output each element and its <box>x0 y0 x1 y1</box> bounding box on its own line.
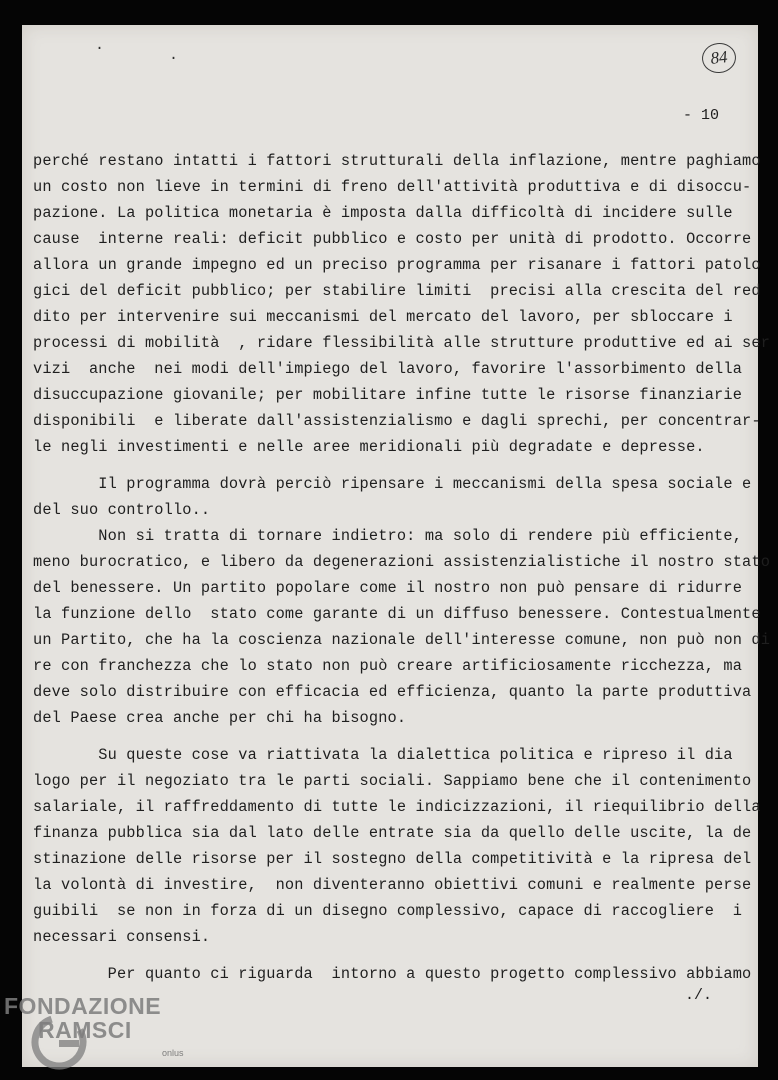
text-line: necessari consensi. <box>33 928 211 946</box>
watermark-subtitle: onlus <box>162 1048 184 1058</box>
text-line: un costo non lieve in termini di freno dell'attività produttiva e di disoccu- <box>33 178 752 196</box>
continuation-mark: ./. <box>685 987 713 1004</box>
text-line: Per quanto ci riguarda intorno a questo progetto complessivo abbiamo <box>33 965 752 983</box>
text-line: la funzione dello stato come garante di un diffuso benessere. Contestualmente <box>33 605 761 623</box>
text-line: meno burocratico, e libero da degenerazioni assistenzialistiche il nostro stato <box>33 553 771 571</box>
text-line: logo per il negoziato tra le parti sociali. Sappiamo bene che il contenimento <box>33 772 752 790</box>
typed-page-number: - 10 <box>683 107 720 124</box>
text-line: pazione. La politica monetaria è imposta dalla difficoltà di incidere sulle <box>33 204 733 222</box>
text-line: disuccupazione giovanile; per mobilitare infine tutte le risorse finanziarie <box>33 386 743 404</box>
paper-speck: · <box>95 40 105 57</box>
text-line: la volontà di investire, non diventeranno obiettivi comuni e realmente perse <box>33 876 752 894</box>
document-page <box>22 25 771 1067</box>
text-line: re con franchezza che lo stato non può creare artificiosamente ricchezza, ma <box>33 657 743 675</box>
text-line: salariale, il raffreddamento di tutte le indicizzazioni, il riequilibrio della <box>33 798 761 816</box>
text-line: processi di mobilità , ridare flessibilità alle strutture produttive ed ai ser <box>33 334 771 352</box>
text-line: deve solo distribuire con efficacia ed efficienza, quanto la parte produttiva <box>33 683 752 701</box>
text-line: allora un grande impegno ed un preciso programma per risanare i fattori patolo <box>33 256 761 274</box>
text-line: dito per intervenire sui meccanismi del mercato del lavoro, per sbloccare i <box>33 308 733 326</box>
text-line: vizi anche nei modi dell'impiego del lavoro, favorire l'assorbimento della <box>33 360 743 378</box>
text-line: perché restano intatti i fattori strutturali della inflazione, mentre paghiamo <box>33 152 761 170</box>
watermark-line1: FONDAZIONE <box>4 993 162 1019</box>
text-line: gici del deficit pubblico; per stabilire limiti precisi alla crescita del red <box>33 282 761 300</box>
text-line: Il programma dovrà perciò ripensare i meccanismi della spesa sociale e <box>33 475 752 493</box>
text-line: del Paese crea anche per chi ha bisogno. <box>33 709 407 727</box>
text-line: le negli investimenti e nelle aree meridionali più degradate e depresse. <box>33 438 705 456</box>
fondazione-gramsci-watermark <box>4 993 204 1077</box>
paper-speck: · <box>169 50 179 67</box>
watermark-line2: RAMSCI <box>38 1017 132 1043</box>
handwritten-page-number: 84 <box>701 41 738 74</box>
text-line: Su queste cose va riattivata la dialettica politica e ripreso il dia <box>33 746 733 764</box>
text-line: del benessere. Un partito popolare come il nostro non può pensare di ridurre <box>33 579 743 597</box>
text-line: del suo controllo.. <box>33 501 211 519</box>
text-line: Non si tratta di tornare indietro: ma solo di rendere più efficiente, <box>33 527 743 545</box>
text-line: finanza pubblica sia dal lato delle entrate sia da quello delle uscite, la de <box>33 824 752 842</box>
text-line: cause interne reali: deficit pubblico e costo per unità di prodotto. Occorre <box>33 230 752 248</box>
text-line: guibili se non in forza di un disegno complessivo, capace di raccogliere i <box>33 902 743 920</box>
text-line: un Partito, che ha la coscienza nazionale dell'interesse comune, non può non di <box>33 631 771 649</box>
text-line: disponibili e liberate dall'assistenzialismo e dagli sprechi, per concentrar- <box>33 412 761 430</box>
text-line: stinazione delle risorse per il sostegno della competitività e la ripresa del <box>33 850 752 868</box>
